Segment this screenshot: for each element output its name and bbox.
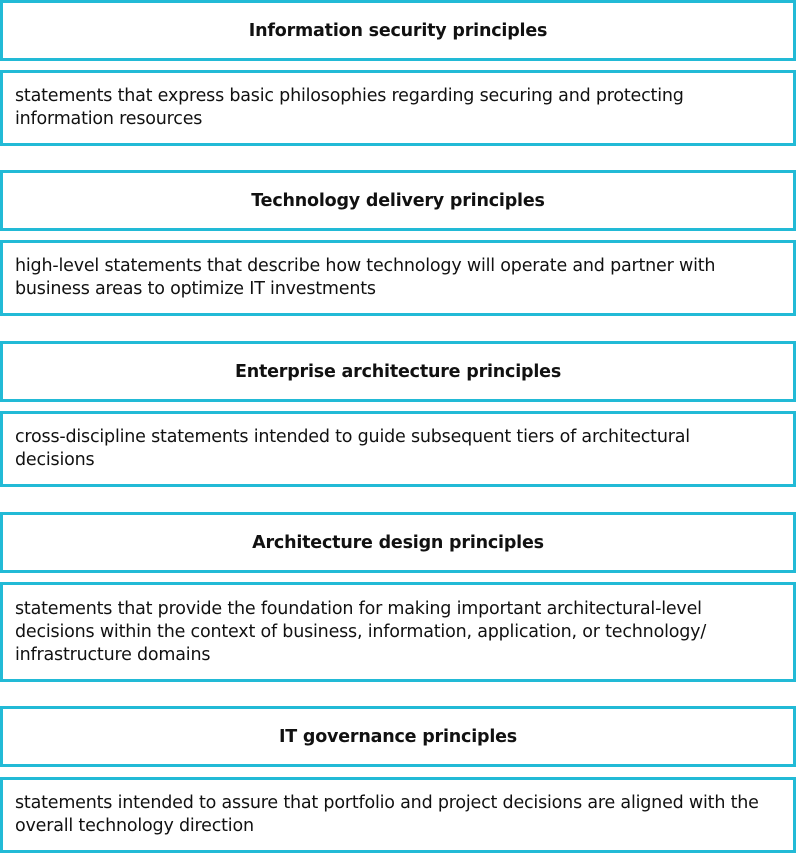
principle-title-box: [0, 512, 796, 573]
principle-title-box: [0, 170, 796, 231]
principle-title-box: [0, 0, 796, 61]
principle-description: high-level statements that describe how technology will operate and partner with business areas to optimize IT investments: [15, 256, 716, 299]
principle-title: IT governance principles: [278, 726, 518, 747]
principle-description: cross-discipline statements intended to guide subsequent tiers of architectural decisions: [15, 427, 690, 470]
principle-description-box: [0, 777, 796, 853]
principle-title-box: [0, 341, 796, 402]
principle-description: statements intended to assure that portfolio and project decisions are aligned with the overall technology direction: [15, 793, 759, 836]
principle-description-box: [0, 240, 796, 316]
principle-title: Information security principles: [248, 20, 548, 41]
principle-description: statements that express basic philosophies regarding securing and protecting information resources: [15, 86, 684, 129]
principle-description-box: [0, 411, 796, 487]
principle-title: Architecture design principles: [252, 532, 544, 553]
principle-description: statements that provide the foundation for making important architectural-level decisions within the context of business, information, application, or technology/ infrastructure domains: [15, 598, 707, 665]
principle-description-box: [0, 70, 796, 146]
principle-title: Enterprise architecture principles: [234, 361, 562, 382]
principle-title-box: [0, 706, 796, 767]
principle-title: Technology delivery principles: [251, 190, 545, 211]
principle-description-box: [0, 582, 796, 682]
